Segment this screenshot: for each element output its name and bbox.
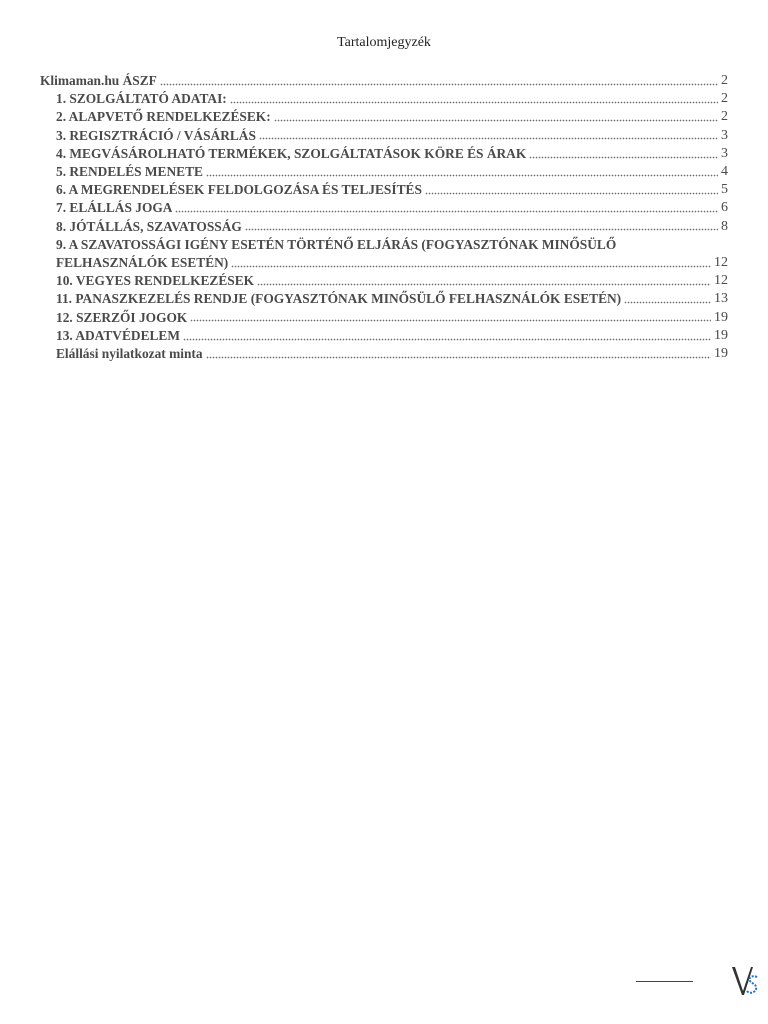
toc-entry-label: 13. ADATVÉDELEM [56, 327, 180, 343]
toc-entry-label: Elállási nyilatkozat minta [56, 346, 203, 362]
toc-entry-label: 5. RENDELÉS MENETE [56, 164, 203, 180]
toc-entry-line [56, 254, 728, 272]
toc-entry-regisztracio-vasarlas[interactable] [40, 127, 728, 145]
dot-leader [206, 355, 711, 359]
toc-entry-adatvedelem[interactable] [40, 327, 728, 345]
toc-entry-jotallas-szavatossag[interactable] [40, 218, 728, 236]
toc-entry-klimaman-aszf[interactable] [40, 72, 728, 90]
table-of-contents [40, 72, 728, 363]
toc-page-number: 12 [714, 273, 728, 289]
toc-entry-label: 12. SZERZŐI JOGOK [56, 309, 188, 325]
toc-page-number: 4 [721, 164, 728, 180]
toc-page-number: 8 [721, 218, 728, 234]
footer-link-underline[interactable] [636, 981, 693, 982]
toc-page-number: 13 [714, 291, 728, 307]
toc-page-number: 5 [721, 182, 728, 198]
toc-page-number: 12 [714, 255, 728, 271]
toc-page-number: 2 [721, 73, 728, 88]
toc-entry-szerzoi-jogok[interactable] [40, 309, 728, 327]
dot-leader [425, 191, 718, 195]
dot-leader [175, 210, 718, 214]
toc-entry-vegyes-rendelkezesek[interactable] [40, 272, 728, 290]
toc-page-number: 19 [714, 346, 728, 362]
toc-entry-alapveto-rendelkezesek[interactable] [40, 108, 728, 126]
toc-entry-label: 11. PANASZKEZELÉS RENDJE (FOGYASZTÓNAK MINŐSÜLŐ FELHASZNÁLÓK ESETÉN) [56, 291, 622, 307]
dot-leader [274, 119, 718, 123]
toc-entry-szolgaltato-adatai[interactable] [40, 90, 728, 108]
toc-entry-elallas-joga[interactable] [40, 199, 728, 217]
toc-entry-label: 10. VEGYES RENDELKEZÉSEK [56, 273, 255, 289]
toc-entry-label: 4. MEGVÁSÁROLHATÓ TERMÉKEK, SZOLGÁLTATÁSOK KÖRE ÉS ÁRAK [56, 145, 527, 161]
dot-leader [257, 282, 711, 286]
toc-page-number: 19 [714, 327, 728, 343]
dot-leader [183, 337, 711, 341]
toc-page-number: 3 [721, 127, 728, 143]
dot-leader [230, 100, 718, 104]
dot-leader [259, 137, 718, 141]
toc-page-number: 2 [721, 109, 728, 125]
toc-page-number: 19 [714, 309, 728, 325]
toc-entry-megrendelesek-feldolgozasa[interactable] [40, 181, 728, 199]
dot-leader [245, 228, 718, 232]
toc-page-number: 3 [721, 145, 728, 161]
toc-entry-line [56, 236, 728, 254]
toc-entry-label: 8. JÓTÁLLÁS, SZAVATOSSÁG [56, 218, 242, 234]
toc-entry-label: 2. ALAPVETŐ RENDELKEZÉSEK: [56, 109, 271, 125]
dot-leader [160, 82, 718, 86]
toc-entry-szavatossagi-igeny[interactable] [40, 236, 728, 272]
toc-entry-panaszkezeles-rendje[interactable] [40, 290, 728, 308]
toc-entry-label: Klimaman.hu ÁSZF [40, 73, 157, 88]
toc-page-number: 6 [721, 200, 728, 216]
toc-entry-termekek-arak[interactable] [40, 145, 728, 163]
toc-page-number: 2 [721, 91, 728, 107]
toc-entry-label: 1. SZOLGÁLTATÓ ADATAI: [56, 91, 227, 107]
toc-entry-label-continued: FELHASZNÁLÓK ESETÉN) [56, 255, 229, 271]
toc-entry-label: 3. REGISZTRÁCIÓ / VÁSÁRLÁS [56, 127, 256, 143]
dot-leader [190, 319, 711, 323]
dot-leader [231, 264, 711, 268]
dot-leader [206, 173, 718, 177]
toc-title: Tartalomjegyzék [337, 35, 431, 50]
toc-entry-label: 7. ELÁLLÁS JOGA [56, 200, 173, 216]
toc-entry-label: 6. A MEGRENDELÉSEK FELDOLGOZÁSA ÉS TELJESÍTÉS [56, 182, 422, 198]
dot-leader [529, 155, 718, 159]
toc-entry-rendeles-menete[interactable] [40, 163, 728, 181]
toc-entry-label: 9. A SZAVATOSSÁGI IGÉNY ESETÉN TÖRTÉNŐ ELJÁRÁS (FOGYASZTÓNAK MINŐSÜLŐ [56, 236, 617, 252]
toc-entry-elallasi-nyilatkozat[interactable] [40, 345, 728, 363]
vs-monogram-icon [730, 963, 760, 999]
dot-leader [624, 301, 711, 305]
